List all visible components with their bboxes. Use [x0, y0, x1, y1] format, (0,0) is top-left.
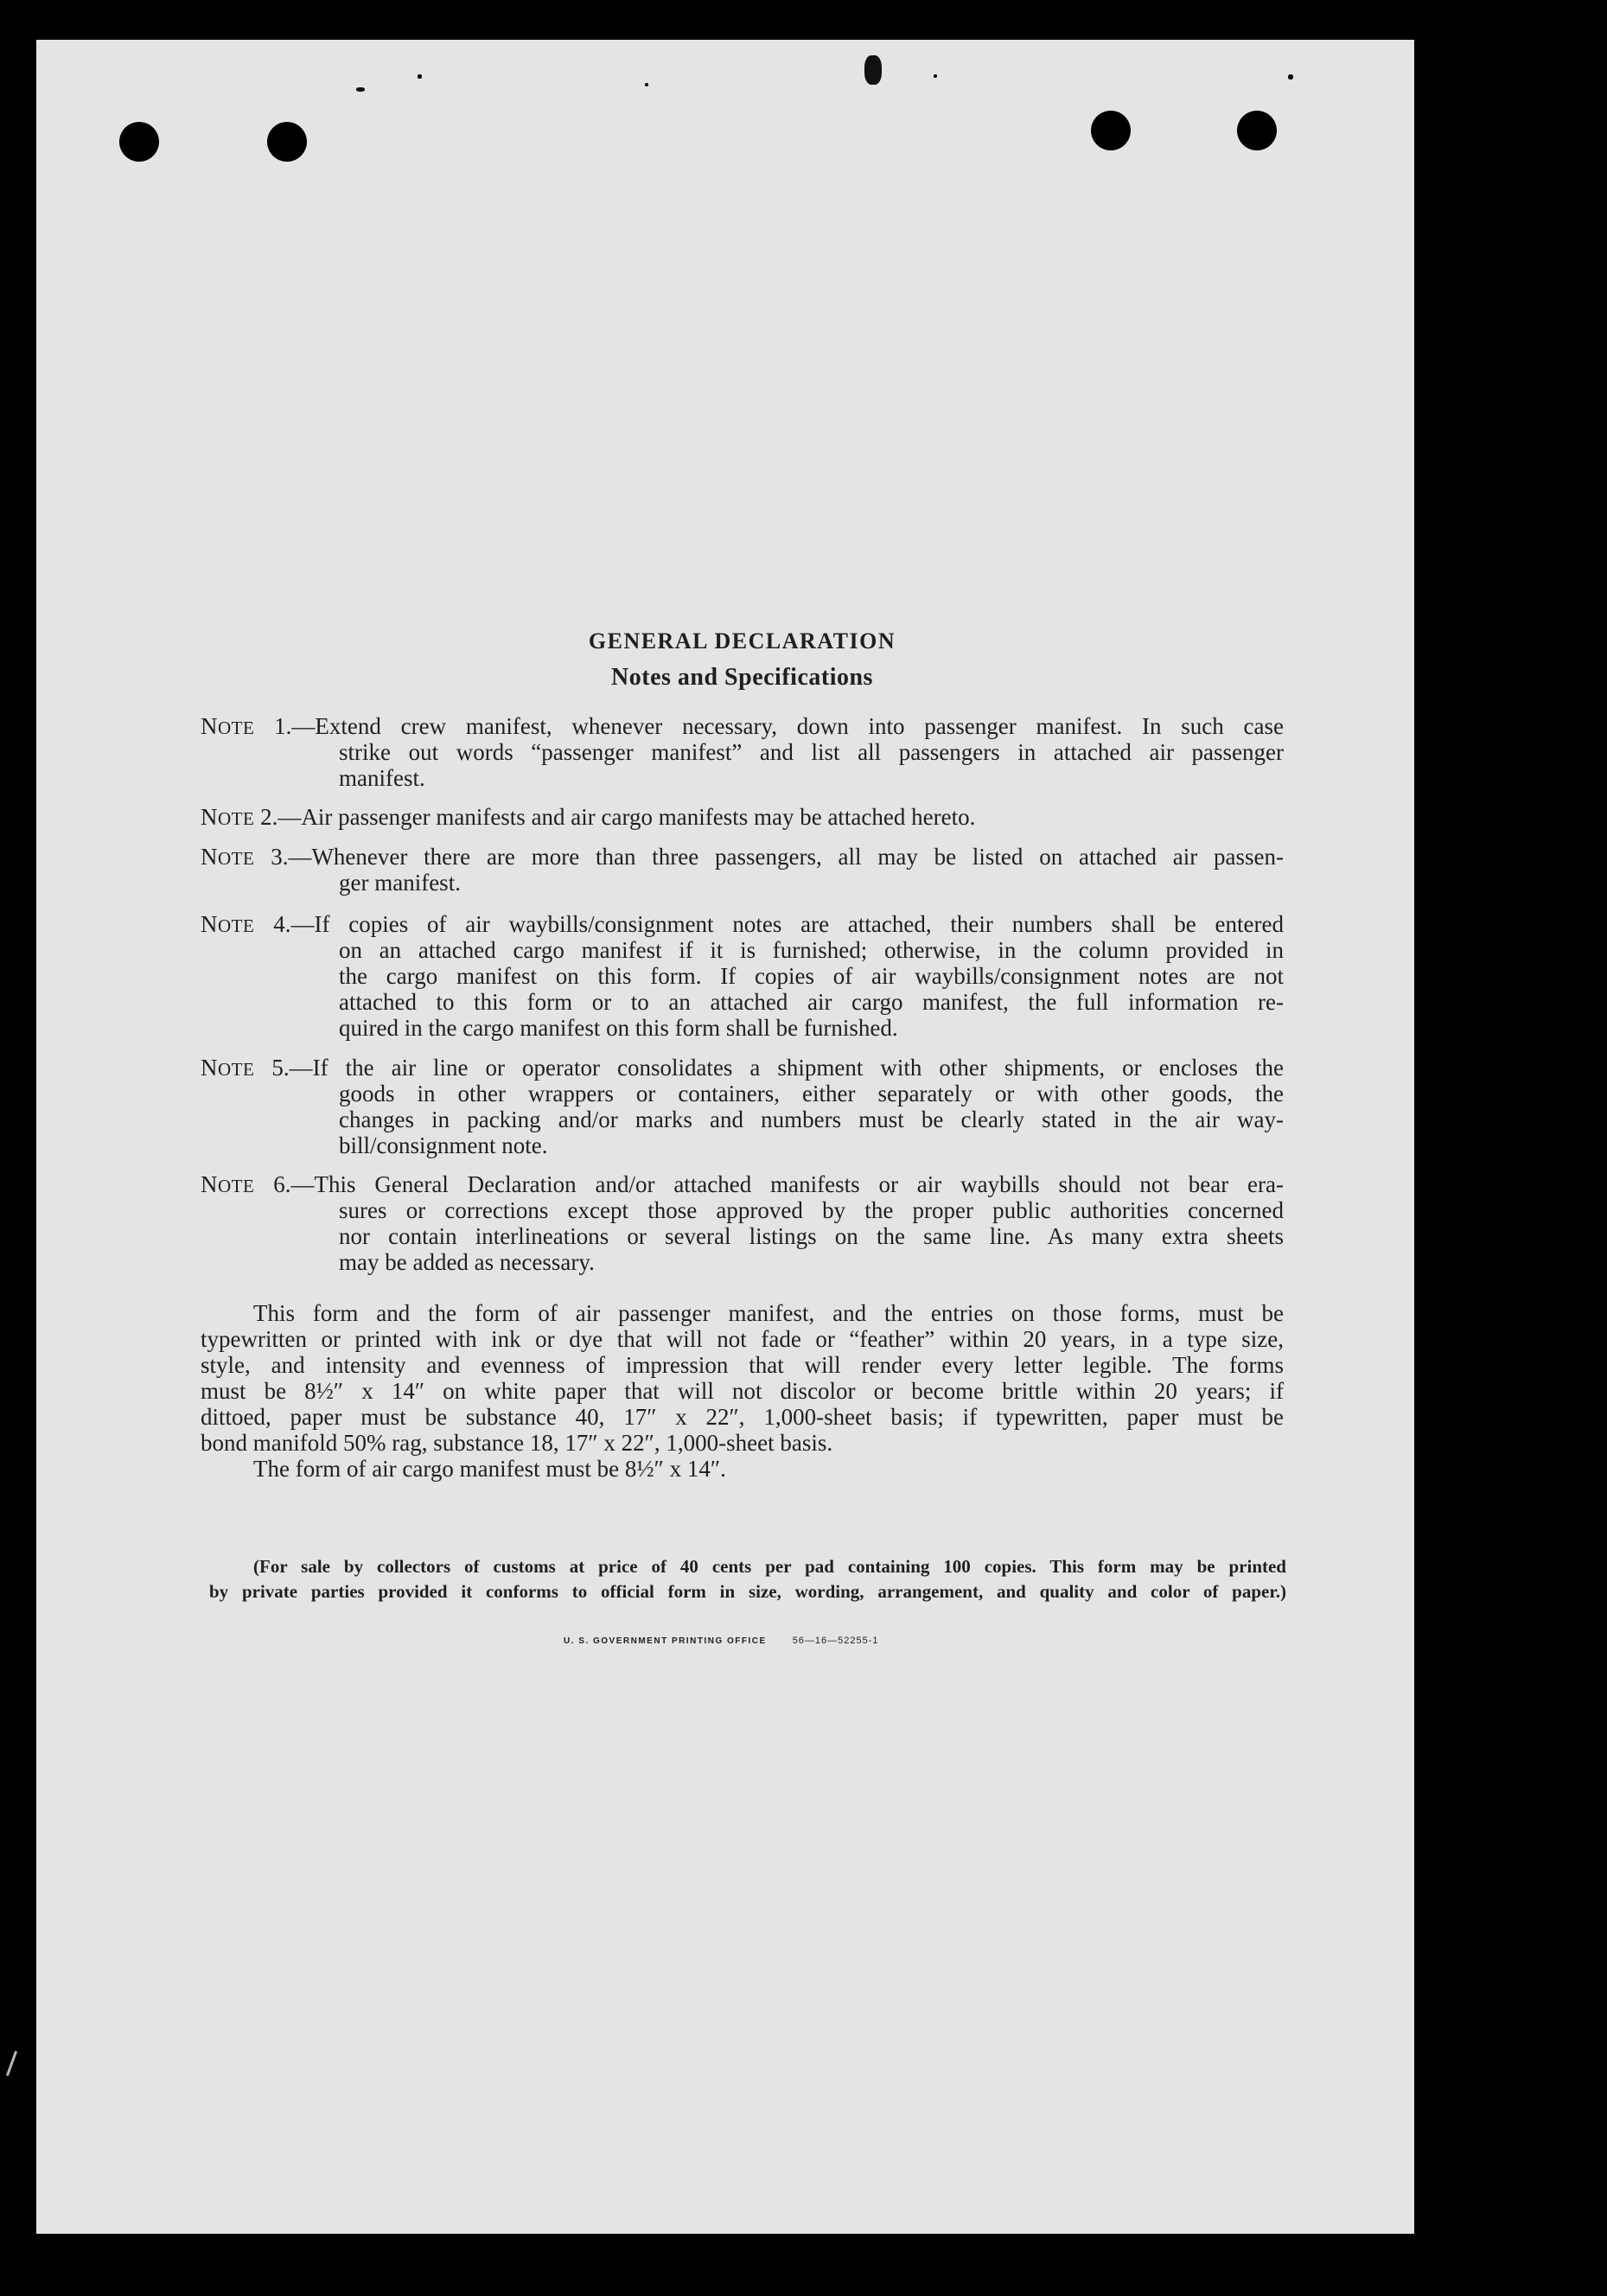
ink-speck	[1288, 74, 1293, 80]
note-number: 3.—	[271, 844, 312, 870]
note-line: the cargo manifest on this form. If copies of air waybills/consignment notes are not	[339, 963, 1284, 989]
paragraph-line: typewritten or printed with ink or dye that will not fade or “feather” within 20 years, in a type size,	[201, 1326, 1284, 1352]
form-requirements-paragraph	[201, 1300, 1284, 1482]
punch-hole	[1091, 111, 1131, 150]
ink-speck	[418, 74, 422, 79]
note-line: quired in the cargo manifest on this form shall be furnished.	[339, 1015, 898, 1041]
form-code: 56—16—52255-1	[792, 1636, 879, 1646]
note-text: If the air line or operator consolidates a shipment with other shipments, or encloses the	[312, 1055, 1284, 1081]
paragraph-line: must be 8½″ x 14″ on white paper that will not discolor or become brittle within 20 years; if	[201, 1378, 1284, 1404]
note-number: 1.—	[274, 713, 316, 739]
sale-notice	[209, 1554, 1286, 1604]
note-4	[201, 911, 1284, 1041]
note-line	[201, 713, 1284, 739]
note-line: bill/consignment note.	[339, 1132, 548, 1158]
punch-hole	[1237, 111, 1277, 150]
note-line	[201, 804, 1284, 830]
note-line: goods in other wrappers or containers, either separately or with other goods, the	[339, 1081, 1284, 1107]
note-line	[201, 911, 1284, 937]
printing-office: U. S. GOVERNMENT PRINTING OFFICE	[564, 1636, 767, 1646]
note-line: manifest.	[339, 765, 425, 791]
paragraph-line: dittoed, paper must be substance 40, 17″ x 22″, 1,000-sheet basis; if typewritten, paper must be	[201, 1404, 1284, 1430]
punch-hole	[267, 122, 307, 162]
note-line: sures or corrections except those approved by the proper public authorities concerned	[339, 1197, 1284, 1223]
note-line: ger manifest.	[339, 870, 461, 896]
sale-notice-line: (For sale by collectors of customs at price of 40 cents per pad containing 100 copies. This form may be printed	[253, 1556, 1286, 1577]
paragraph-line: The form of air cargo manifest must be 8½″ x 14″.	[253, 1456, 726, 1482]
paragraph-line: bond manifold 50% rag, substance 18, 17″ x 22″, 1,000-sheet basis.	[201, 1430, 833, 1456]
note-3	[201, 844, 1284, 896]
note-label: NOTE	[201, 844, 255, 870]
ink-speck	[934, 74, 937, 78]
sale-notice-line: by private parties provided it conforms to official form in size, wording, arrangement, and quality and color of paper.)	[209, 1581, 1286, 1602]
note-label: NOTE	[201, 804, 255, 830]
note-text: Extend crew manifest, whenever necessary, down into passenger manifest. In such case	[315, 713, 1284, 739]
note-label: NOTE	[201, 1055, 255, 1081]
note-2	[201, 804, 1284, 830]
note-text: Whenever there are more than three passengers, all may be listed on attached air passen-	[311, 844, 1284, 870]
punch-hole	[119, 122, 159, 162]
note-1	[201, 713, 1284, 791]
note-text: Air passenger manifests and air cargo manifests may be attached hereto.	[301, 804, 976, 830]
note-label: NOTE	[201, 911, 255, 937]
note-line	[201, 844, 1284, 870]
note-line: nor contain interlineations or several listings on the same line. As many extra sheets	[339, 1223, 1284, 1249]
scan-mark	[6, 2050, 17, 2076]
note-number: 4.—	[273, 911, 315, 937]
note-text: If copies of air waybills/consignment notes are attached, their numbers shall be entered	[314, 911, 1284, 937]
note-line	[201, 1055, 1284, 1081]
note-line: strike out words “passenger manifest” and list all passengers in attached air passenger	[339, 739, 1284, 765]
note-label: NOTE	[201, 1171, 255, 1197]
ink-speck	[645, 83, 648, 86]
note-line: changes in packing and/or marks and numbers must be clearly stated in the air way-	[339, 1107, 1284, 1132]
ink-speck	[864, 55, 882, 85]
note-number: 2.—	[260, 804, 302, 830]
page-subtitle: Notes and Specifications	[611, 664, 873, 691]
note-5	[201, 1055, 1284, 1158]
document-page	[36, 40, 1414, 2234]
note-line: may be added as necessary.	[339, 1249, 595, 1275]
note-line	[201, 1171, 1284, 1197]
ink-speck	[356, 87, 365, 92]
printer-imprint	[564, 1633, 879, 1647]
note-line: on an attached cargo manifest if it is furnished; otherwise, in the column provided in	[339, 937, 1284, 963]
note-6	[201, 1171, 1284, 1275]
note-number: 5.—	[271, 1055, 313, 1081]
paragraph-line: This form and the form of air passenger manifest, and the entries on those forms, must be	[253, 1300, 1284, 1326]
note-line: attached to this form or to an attached air cargo manifest, the full information re-	[339, 989, 1284, 1015]
note-text: This General Declaration and/or attached manifests or air waybills should not bear era-	[314, 1171, 1284, 1197]
paragraph-line: style, and intensity and evenness of impression that will render every letter legible. The forms	[201, 1352, 1284, 1378]
page-title: GENERAL DECLARATION	[588, 628, 896, 654]
note-label: NOTE	[201, 713, 255, 739]
note-number: 6.—	[273, 1171, 315, 1197]
